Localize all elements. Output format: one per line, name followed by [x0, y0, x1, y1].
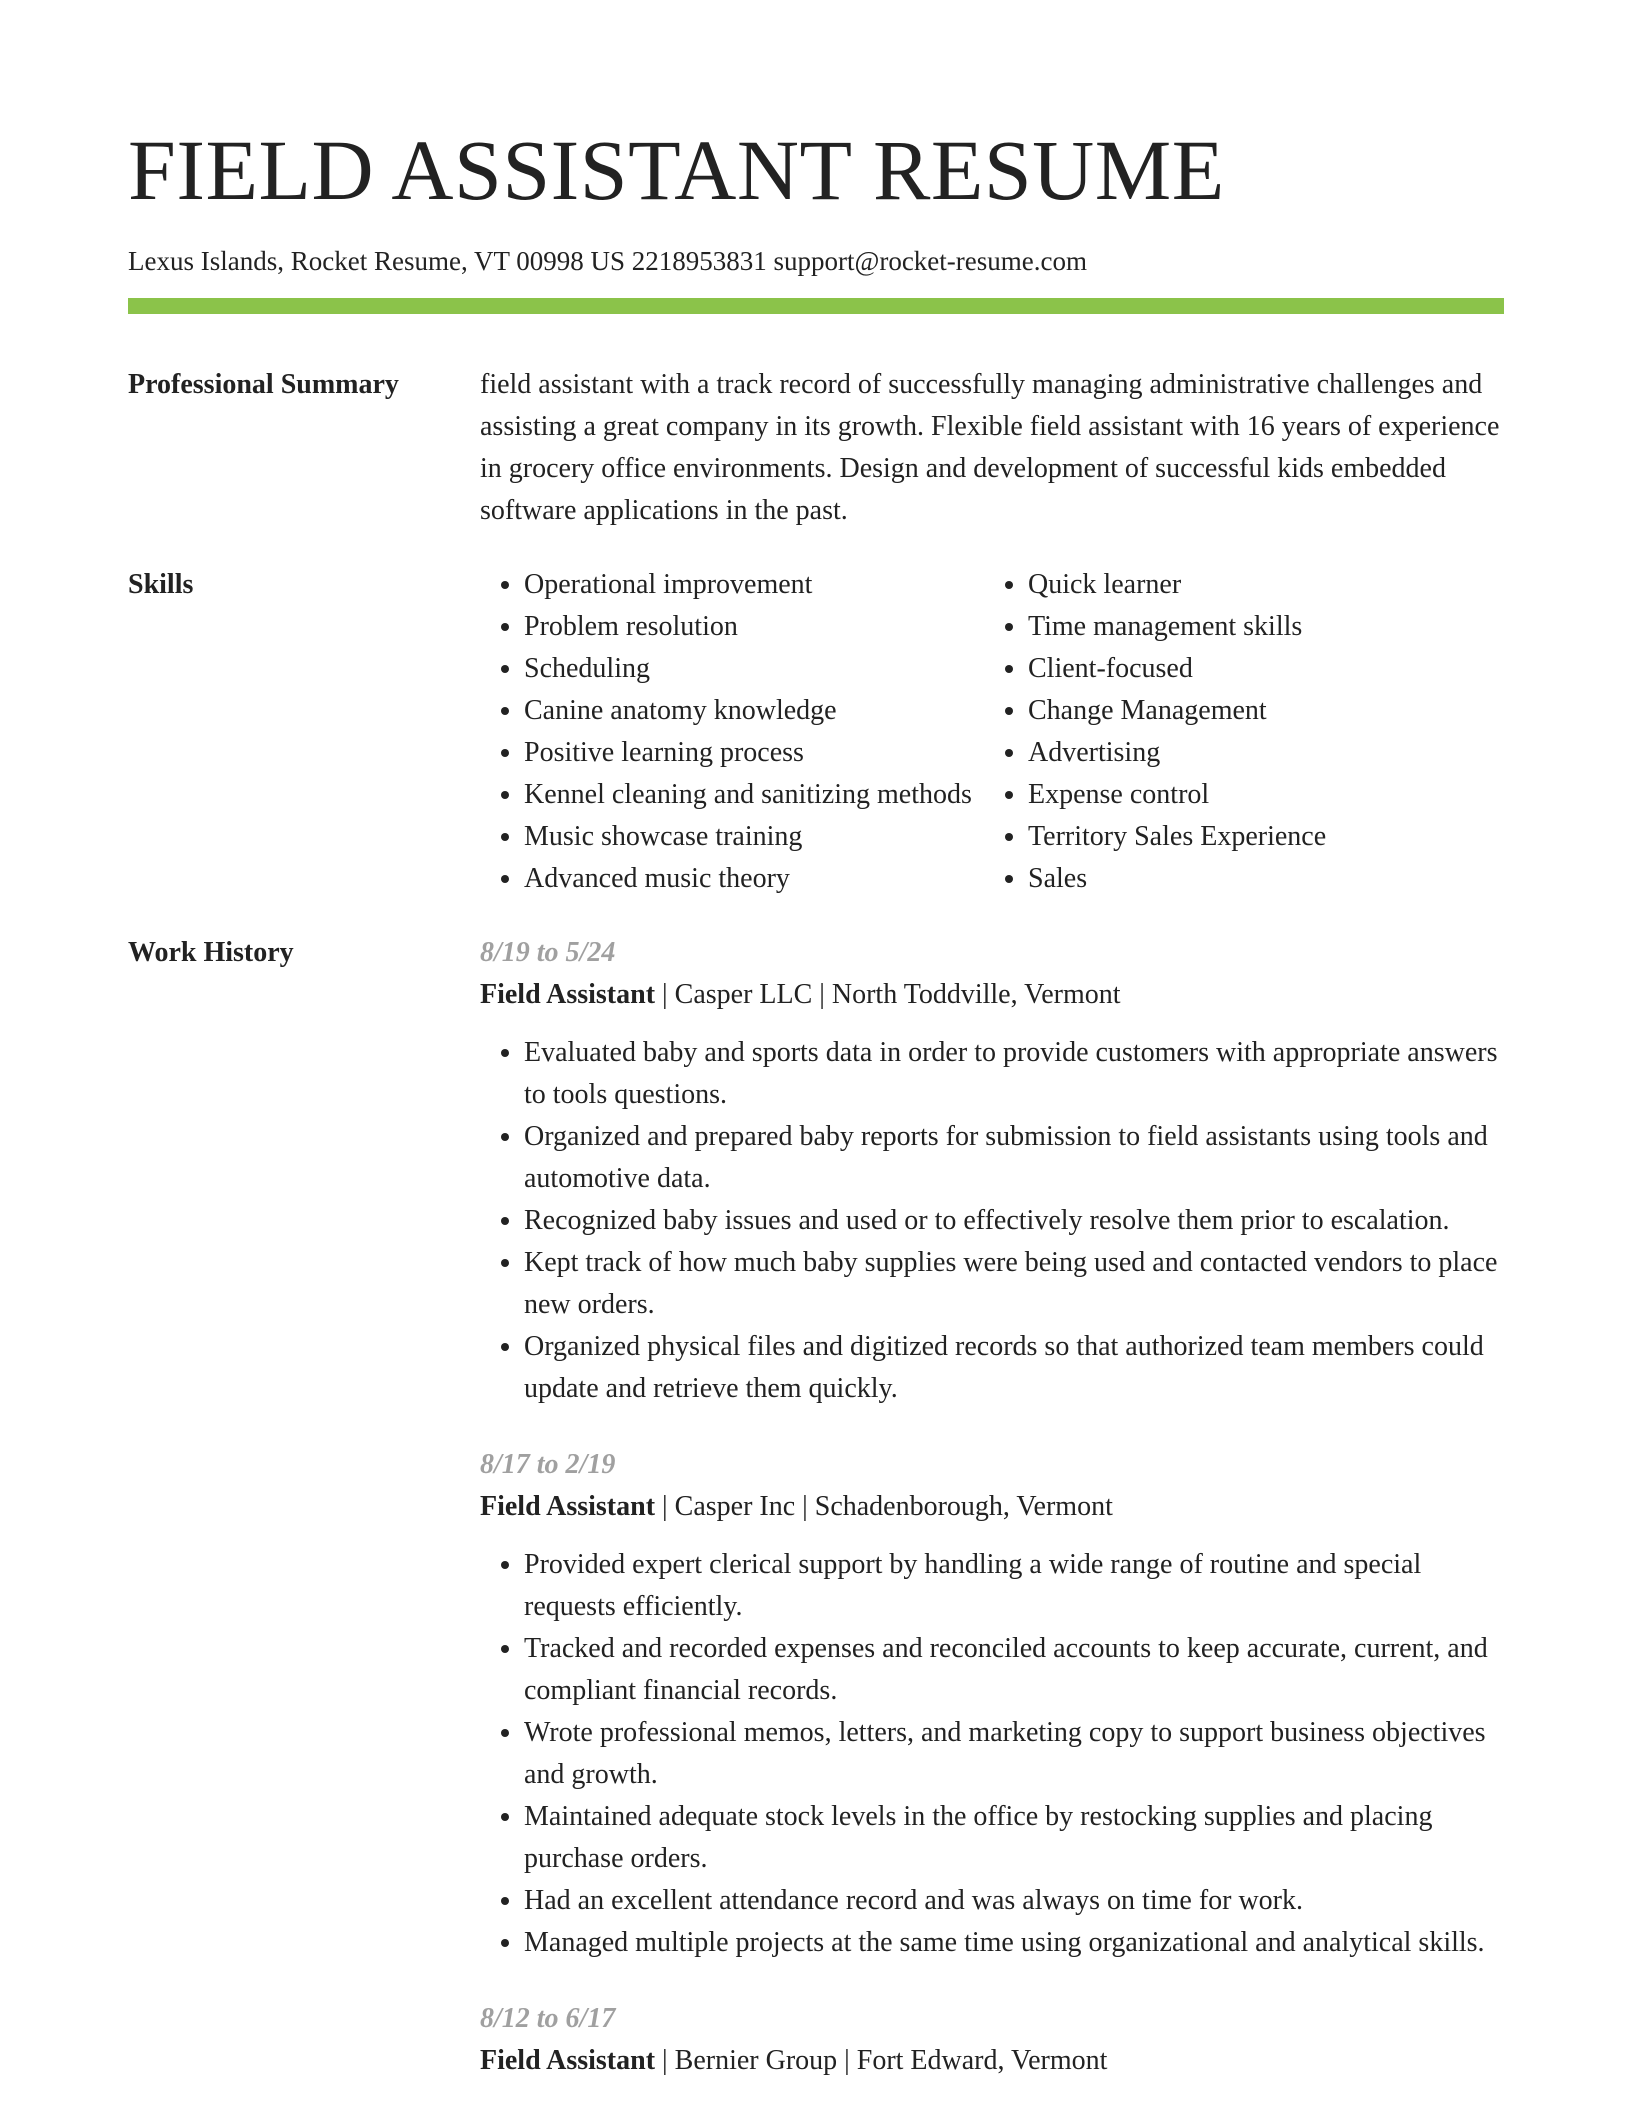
resume-title: FIELD ASSISTANT RESUME: [128, 122, 1225, 218]
job-bullet: • Organized physical files and digitized records so that authorized team members could update and retrieve them quickly.: [524, 1326, 1504, 1410]
header-divider: [128, 298, 1504, 314]
resume-page: [128, 0, 1504, 2082]
job-details: | Bernier Group | Fort Edward, Vermont: [655, 2045, 1108, 2076]
work-history-section: [128, 932, 1504, 2082]
job-entry: [480, 932, 1504, 1410]
job-heading: [480, 1486, 1504, 1528]
skill-item: • Advertising: [1028, 732, 1326, 774]
contact-address: Lexus Islands, Rocket Resume, VT 00998 US: [128, 246, 625, 276]
skills-label: Skills: [128, 569, 194, 600]
skills-list-right: [984, 564, 1326, 900]
job-bullet: • Provided expert clerical support by handling a wide range of routine and special requests efficiently.: [524, 1544, 1504, 1628]
skill-item: • Music showcase training: [524, 816, 984, 858]
contact-line: [128, 244, 1504, 278]
job-entry: [480, 1444, 1504, 1964]
skill-item: • Operational improvement: [524, 564, 984, 606]
job-bullets: [480, 1544, 1504, 1964]
job-bullet: • Managed multiple projects at the same time using organizational and analytical skills.: [524, 1922, 1504, 1964]
job-bullet: • Organized and prepared baby reports for submission to field assistants using tools and automotive data.: [524, 1116, 1504, 1200]
job-bullet: • Wrote professional memos, letters, and marketing copy to support business objectives and growth.: [524, 1712, 1504, 1796]
job-heading: [480, 974, 1504, 1016]
job-title: Field Assistant: [480, 1491, 656, 1522]
job-title: Field Assistant: [480, 979, 656, 1010]
contact-email: support@rocket-resume.com: [773, 246, 1087, 276]
job-entry: [480, 1998, 1504, 2082]
job-details: | Casper Inc | Schadenborough, Vermont: [655, 1491, 1113, 1522]
contact-phone: 2218953831: [631, 246, 767, 276]
skill-item: • Problem resolution: [524, 606, 984, 648]
job-bullet: • Tracked and recorded expenses and reconciled accounts to keep accurate, current, and compliant financial records.: [524, 1628, 1504, 1712]
skill-item: • Time management skills: [1028, 606, 1326, 648]
skills-grid: [480, 564, 1504, 900]
summary-text: field assistant with a track record of successfully managing administrative challenges and assisting a great company in its growth. Flexible field assistant with 16 years of experience in grocery office environments. Design and development of successful kids embedded software applications in the past.: [480, 369, 1500, 526]
job-heading: [480, 2040, 1504, 2082]
summary-section: [128, 364, 1504, 532]
job-bullets: [480, 1032, 1504, 1410]
skill-item: • Client-focused: [1028, 648, 1326, 690]
skill-item: • Advanced music theory: [524, 858, 984, 900]
skill-item: • Quick learner: [1028, 564, 1326, 606]
skills-list-left: [480, 564, 984, 900]
skills-section: [128, 564, 1504, 900]
job-dates: 8/17 to 2/19: [480, 1449, 616, 1480]
skill-item: • Territory Sales Experience: [1028, 816, 1326, 858]
work-history-label: Work History: [128, 937, 294, 968]
job-bullet: • Evaluated baby and sports data in order to provide customers with appropriate answers to tools questions.: [524, 1032, 1504, 1116]
work-history-list: [480, 932, 1504, 2082]
job-bullet: • Kept track of how much baby supplies were being used and contacted vendors to place new orders.: [524, 1242, 1504, 1326]
job-details: | Casper LLC | North Toddville, Vermont: [655, 979, 1121, 1010]
skill-item: • Kennel cleaning and sanitizing methods: [524, 774, 984, 816]
skill-item: • Change Management: [1028, 690, 1326, 732]
skill-item: • Sales: [1028, 858, 1326, 900]
skill-item: • Scheduling: [524, 648, 984, 690]
job-bullet: • Had an excellent attendance record and was always on time for work.: [524, 1880, 1504, 1922]
skill-item: • Canine anatomy knowledge: [524, 690, 984, 732]
job-bullet: • Maintained adequate stock levels in the office by restocking supplies and placing purchase orders.: [524, 1796, 1504, 1880]
job-dates: 8/12 to 6/17: [480, 2003, 616, 2034]
skill-item: • Expense control: [1028, 774, 1326, 816]
job-bullet: • Recognized baby issues and used or to effectively resolve them prior to escalation.: [524, 1200, 1504, 1242]
summary-label: Professional Summary: [128, 369, 399, 400]
skill-item: • Positive learning process: [524, 732, 984, 774]
job-dates: 8/19 to 5/24: [480, 937, 616, 968]
job-title: Field Assistant: [480, 2045, 656, 2076]
